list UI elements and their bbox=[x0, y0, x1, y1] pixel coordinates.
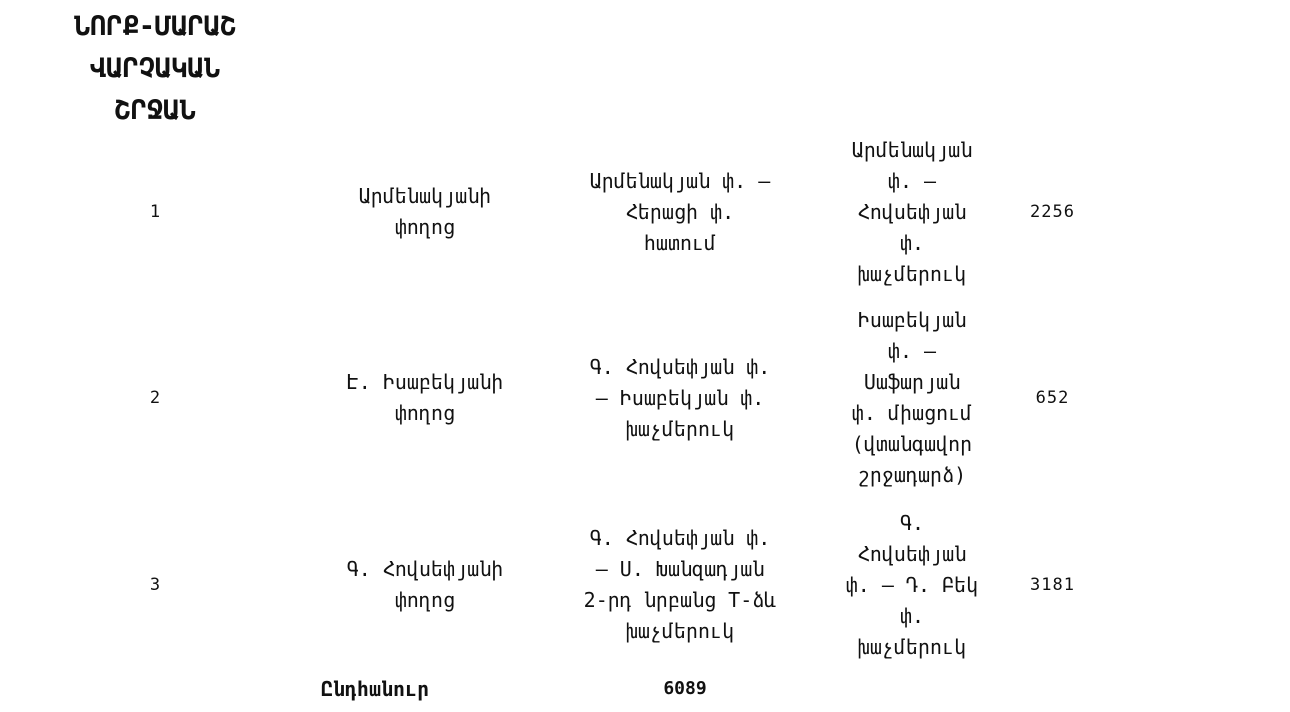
street-name-line: Գ. Հովսեփյանի bbox=[346, 557, 504, 581]
zone-location-line: փ. bbox=[899, 603, 925, 628]
total-value: 6089 bbox=[663, 678, 707, 699]
count-value bbox=[1010, 505, 1095, 665]
zone-location-line: Սաֆարյան bbox=[863, 370, 961, 394]
street-name bbox=[300, 505, 550, 665]
zone-location-line: փ. – bbox=[887, 339, 937, 363]
street-name-line: փողոց bbox=[394, 215, 456, 239]
row-number-text: 2 bbox=[149, 387, 161, 408]
zone-location bbox=[812, 133, 1012, 291]
street-name-line: փողոց bbox=[394, 401, 456, 425]
street-section bbox=[555, 133, 805, 291]
street-section bbox=[555, 303, 805, 493]
row-number-text: 1 bbox=[149, 201, 161, 222]
table-row bbox=[0, 303, 1290, 493]
count-value-text: 3181 bbox=[1030, 574, 1075, 595]
street-name-line: փողոց bbox=[394, 588, 456, 612]
zone-location-line: Գ. bbox=[899, 510, 925, 535]
row-number bbox=[120, 505, 190, 665]
street-section-line: Գ. Հովսեփյան փ. bbox=[589, 526, 771, 550]
street-name-line: Արմենակյանի bbox=[358, 184, 492, 208]
street-section-line: հատում bbox=[643, 230, 717, 255]
count-value bbox=[1010, 133, 1095, 291]
district-title-line: ՎԱՐՉԱԿԱՆ bbox=[89, 53, 221, 84]
zone-location-line: շրջադարձ) bbox=[857, 463, 967, 487]
street-section-line: Գ. Հովսեփյան փ. bbox=[589, 354, 771, 379]
count-value-text: 2256 bbox=[1030, 201, 1075, 222]
zone-location-line: փ. bbox=[899, 230, 925, 255]
count-value bbox=[1010, 303, 1095, 493]
table-row bbox=[0, 505, 1290, 665]
street-name-line: Է. Իսաբեկյանի bbox=[346, 370, 504, 394]
total-label: Ընդհանուր bbox=[320, 677, 430, 701]
count-value-text: 652 bbox=[1035, 387, 1070, 408]
row-number bbox=[120, 303, 190, 493]
zone-location-line: փ. – Դ. Բեկ bbox=[845, 572, 979, 597]
zone-location-line: Հովսեփյան bbox=[857, 541, 967, 566]
street-section bbox=[555, 505, 805, 665]
zone-location-line: խաչմերուկ bbox=[857, 261, 967, 286]
district-title-line: ՇՐՋԱՆ bbox=[114, 95, 196, 126]
street-section-line: Հերացի փ. bbox=[625, 199, 735, 224]
zone-location bbox=[812, 303, 1012, 493]
street-section-line: 2-րդ նրբանց T-ձև bbox=[583, 588, 777, 612]
total-row bbox=[0, 674, 1290, 704]
row-number-text: 3 bbox=[149, 574, 161, 595]
zone-location-line: փ. – bbox=[887, 168, 937, 193]
zone-location-line: Իսաբեկյան bbox=[857, 308, 967, 332]
zone-location-line: Հովսեփյան bbox=[857, 199, 967, 224]
street-name bbox=[300, 133, 550, 291]
district-title bbox=[30, 6, 280, 132]
street-name bbox=[300, 303, 550, 493]
street-section-line: Արմենակյան փ. – bbox=[589, 168, 771, 193]
street-section-line: խաչմերուկ bbox=[625, 416, 735, 441]
street-section-line: – Ս. Խանզադյան bbox=[595, 557, 765, 581]
zone-location bbox=[812, 505, 1012, 665]
district-title-line: ՆՈՐՔ-ՄԱՐԱՇ bbox=[73, 11, 237, 42]
street-section-line: – Իսաբեկյան փ. bbox=[595, 385, 765, 410]
street-section-line: խաչմերուկ bbox=[625, 619, 735, 643]
table-row bbox=[0, 133, 1290, 291]
row-number bbox=[120, 133, 190, 291]
zone-location-line: փ. միացում bbox=[851, 401, 973, 425]
zone-location-line: Արմենակյան bbox=[851, 137, 973, 162]
zone-location-line: (վտանգավոր bbox=[851, 432, 973, 456]
zone-location-line: խաչմերուկ bbox=[857, 634, 967, 659]
